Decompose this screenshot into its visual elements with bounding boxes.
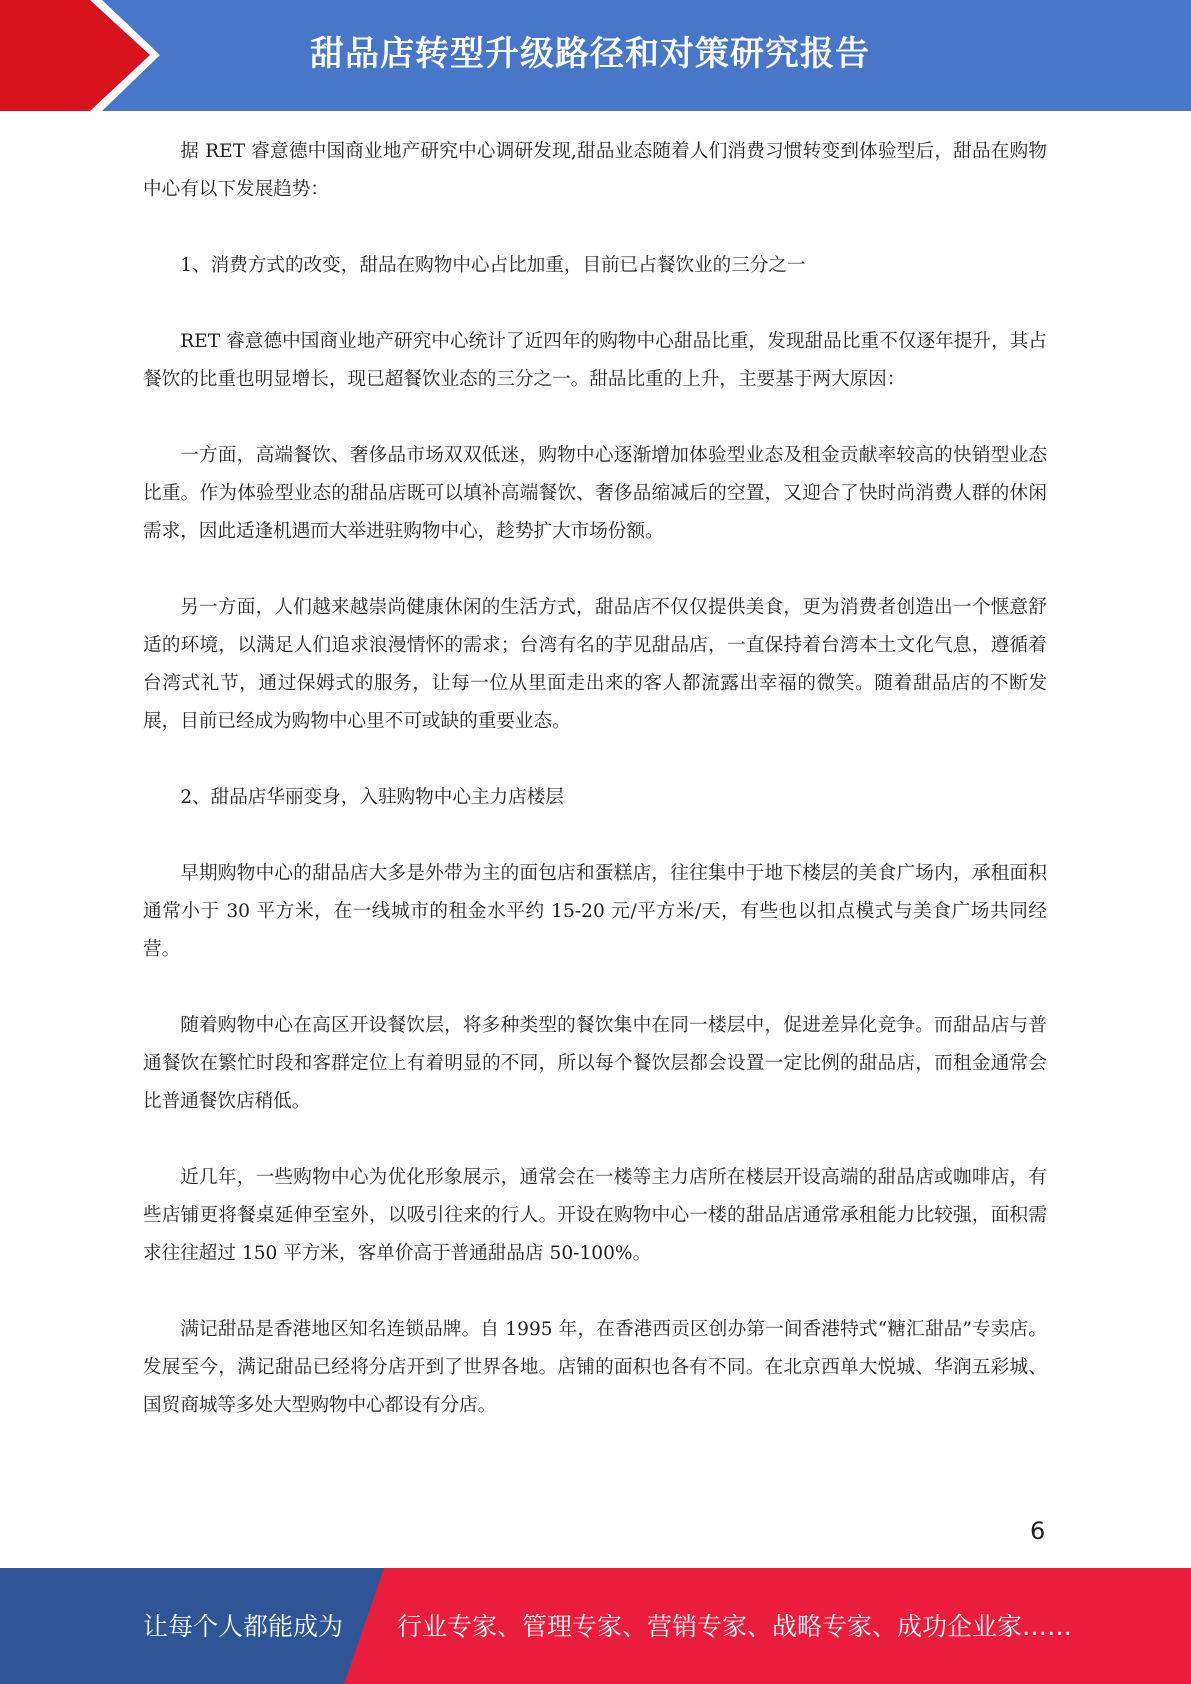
document-body xyxy=(143,133,1047,1425)
footer-slogan-right: 行业专家、管理专家、营销专家、战略专家、成功企业家…… xyxy=(397,1612,1073,1641)
paragraph: 近几年，一些购物中心为优化形象展示，通常会在一楼等主力店所在楼层开设高端的甜品店或咖啡店，有些店铺更将餐桌延伸至室外，以吸引往来的行人。开设在购物中心一楼的甜品店通常承租能力比较强，面积需求往往超过 150 平方米，客单价高于普通甜品店 50-100%。 xyxy=(143,1167,1047,1264)
page-header xyxy=(0,0,1191,111)
document-title: 甜品店转型升级路径和对策研究报告 xyxy=(310,34,870,74)
paragraph: 早期购物中心的甜品店大多是外带为主的面包店和蛋糕店，往往集中于地下楼层的美食广场内，承租面积通常小于 30 平方米，在一线城市的租金水平约 15-20 元/平方米/天，有些也以扣点模式与美食广场共同经营。 xyxy=(143,863,1047,960)
paragraph: 随着购物中心在高区开设餐饮层，将多种类型的餐饮集中在同一楼层中，促进差异化竞争。而甜品店与普通餐饮在繁忙时段和客群定位上有着明显的不同，所以每个餐饮层都会设置一定比例的甜品店，而租金通常会比普通餐饮店稍低。 xyxy=(143,1015,1047,1112)
section-heading: 1、消费方式的改变，甜品在购物中心占比加重，目前已占餐饮业的三分之一 xyxy=(180,255,806,276)
page-number: 6 xyxy=(1030,1517,1046,1545)
footer-slogan-left: 让每个人都能成为 xyxy=(143,1612,344,1641)
section-heading: 2、甜品店华丽变身，入驻购物中心主力店楼层 xyxy=(180,787,564,808)
paragraph: RET 睿意德中国商业地产研究中心统计了近四年的购物中心甜品比重，发现甜品比重不仅逐年提升，其占餐饮的比重也明显增长，现已超餐饮业态的三分之一。甜品比重的上升，主要基于两大原因： xyxy=(143,331,1047,390)
paragraph: 一方面，高端餐饮、奢侈品市场双双低迷，购物中心逐渐增加体验型业态及租金贡献率较高的快销型业态比重。作为体验型业态的甜品店既可以填补高端餐饮、奢侈品缩减后的空置，又迎合了快时尚消费人群的休闲需求，因此适逢机遇而大举进驻购物中心，趁势扩大市场份额。 xyxy=(143,445,1047,542)
paragraph: 满记甜品是香港地区知名连锁品牌。自 1995 年，在香港西贡区创办第一间香港特式“糖汇甜品”专卖店。发展至今，满记甜品已经将分店开到了世界各地。店铺的面积也各有不同。在北京西单大悦城、华润五彩城、国贸商城等多处大型购物中心都设有分店。 xyxy=(143,1319,1047,1416)
page-footer xyxy=(0,1568,1191,1684)
paragraph: 另一方面，人们越来越崇尚健康休闲的生活方式，甜品店不仅仅提供美食，更为消费者创造出一个惬意舒适的环境，以满足人们追求浪漫情怀的需求；台湾有名的芋见甜品店，一直保持着台湾本土文化气息，遵循着台湾式礼节，通过保姆式的服务，让每一位从里面走出来的客人都流露出幸福的微笑。随着甜品店的不断发展，目前已经成为购物中心里不可或缺的重要业态。 xyxy=(143,597,1047,732)
paragraph: 据 RET 睿意德中国商业地产研究中心调研发现,甜品业态随着人们消费习惯转变到体验型后，甜品在购物中心有以下发展趋势： xyxy=(143,141,1047,200)
